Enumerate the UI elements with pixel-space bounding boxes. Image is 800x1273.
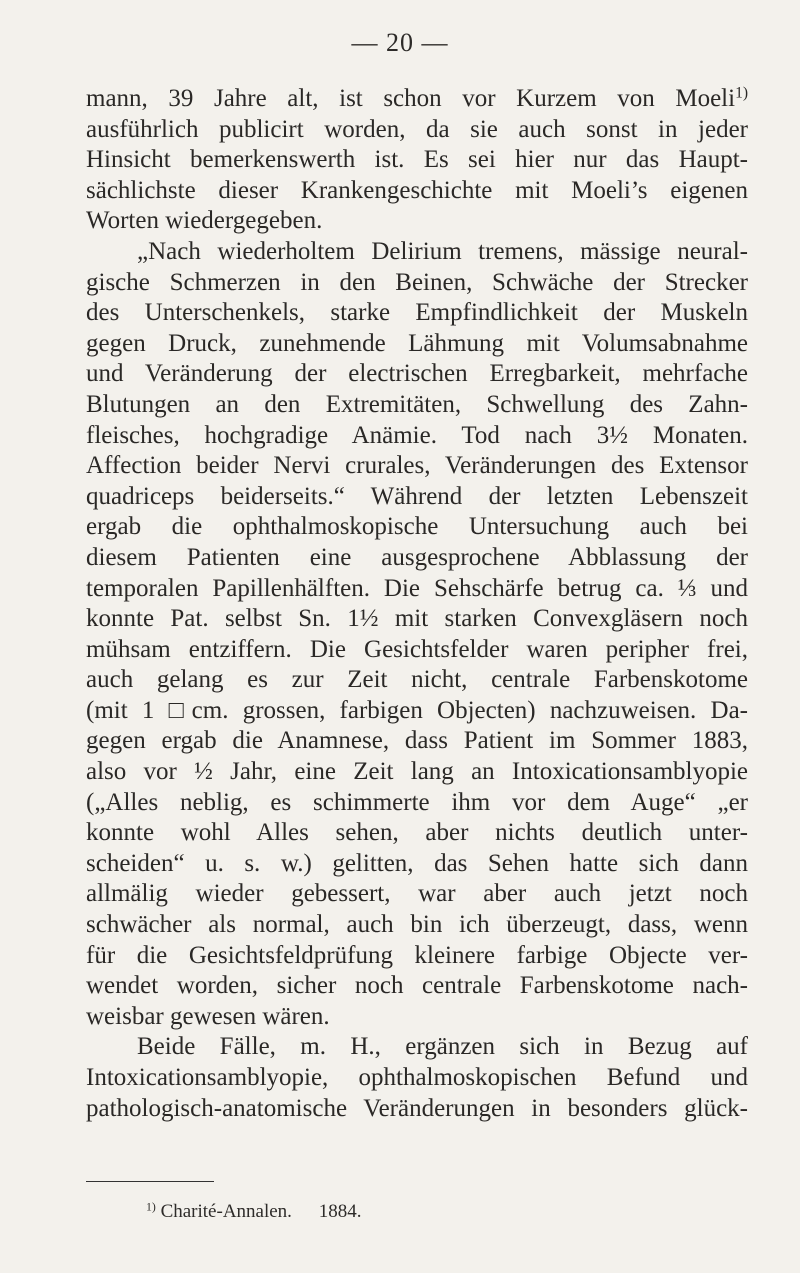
line-text: mann, 39 Jahre alt, ist schon vor Kurzem von Moeli bbox=[86, 85, 736, 112]
text-line: wendet worden, sicher noch centrale Farbenskotome nach- bbox=[86, 972, 748, 1000]
text-line: Beide Fälle, m. H., ergänzen sich in Bezug auf bbox=[137, 1033, 748, 1061]
text-line: also vor ½ Jahr, eine Zeit lang an Intoxicationsamblyopie bbox=[86, 758, 748, 786]
text-line: („Alles neblig, es schimmerte ihm vor dem Auge“ „er bbox=[86, 788, 748, 816]
text-line: weisbar gewesen wären. bbox=[86, 1002, 330, 1030]
text-line: fleisches, hochgradige Anämie. Tod nach 3½ Monaten. bbox=[86, 421, 748, 449]
text-line: Blutungen an den Extremitäten, Schwellung des Zahn- bbox=[86, 390, 748, 418]
text-line: temporalen Papillenhälften. Die Sehschärfe betrug ca. ⅓ und bbox=[86, 574, 748, 602]
text-line: ergab die ophthalmoskopische Untersuchung auch bei bbox=[86, 513, 748, 541]
text-line: sächlichste dieser Krankengeschichte mit Moeli’s eigenen bbox=[86, 176, 748, 204]
text-line: des Unterschenkels, starke Empfindlichkeit der Muskeln bbox=[86, 299, 748, 327]
text-line: Intoxicationsamblyopie, ophthalmoskopischen Befund und bbox=[86, 1064, 748, 1091]
text-line bbox=[86, 84, 748, 115]
text-line: Worten wiedergegeben. bbox=[86, 207, 323, 235]
text-line: gische Schmerzen in den Beinen, Schwäche der Strecker bbox=[86, 268, 748, 296]
body-text bbox=[86, 84, 748, 1124]
footnote-divider bbox=[86, 1181, 214, 1182]
text-line: ausführlich publicirt worden, da sie auch sonst in jeder bbox=[86, 115, 748, 143]
text-line: auch gelang es zur Zeit nicht, centrale Farbenskotome bbox=[86, 666, 748, 694]
text-line: schwächer als normal, auch bin ich überzeugt, dass, wenn bbox=[86, 911, 748, 939]
footnote bbox=[146, 1201, 361, 1223]
text-line: konnte Pat. selbst Sn. 1½ mit starken Convexgläsern noch bbox=[86, 605, 748, 633]
text-line: „Nach wiederholtem Delirium tremens, mässige neural- bbox=[137, 237, 748, 265]
text-line: und Veränderung der electrischen Erregbarkeit, mehrfache bbox=[86, 360, 748, 388]
text-line: gegen Druck, zunehmende Lähmung mit Volumsabnahme bbox=[86, 329, 748, 357]
text-line: quadriceps beiderseits.“ Während der letzten Lebenszeit bbox=[86, 482, 748, 510]
text-line: mühsam entziffern. Die Gesichtsfelder waren peripher frei, bbox=[86, 635, 748, 663]
text-line: Hinsicht bemerkenswerth ist. Es sei hier nur das Haupt- bbox=[86, 146, 748, 174]
footnote-reference: 1) bbox=[735, 84, 748, 102]
page-number: — 20 — bbox=[351, 28, 449, 57]
text-line: konnte wohl Alles sehen, aber nichts deutlich unter- bbox=[86, 819, 748, 847]
text-line: Affection beider Nervi crurales, Veränderungen des Extensor bbox=[86, 452, 748, 480]
footnote-year: 1884. bbox=[318, 1201, 362, 1222]
text-line: pathologisch-anatomische Veränderungen in besonders glück- bbox=[86, 1094, 748, 1122]
footnote-text: Charité-Annalen. bbox=[160, 1201, 292, 1222]
text-line: diesem Patienten eine ausgesprochene Abblassung der bbox=[86, 543, 748, 571]
text-line: allmälig wieder gebessert, war aber auch jetzt noch bbox=[86, 880, 748, 908]
text-line: (mit 1 □cm. grossen, farbigen Objecten) nachzuweisen. Da- bbox=[86, 696, 748, 724]
text-line: gegen ergab die Anamnese, dass Patient im Sommer 1883, bbox=[86, 727, 748, 755]
text-line: scheiden“ u. s. w.) gelitten, das Sehen hatte sich dann bbox=[86, 849, 748, 877]
text-line: für die Gesichtsfeldprüfung kleinere farbige Objecte ver- bbox=[86, 941, 748, 969]
footnote-marker: 1) bbox=[146, 1200, 156, 1214]
